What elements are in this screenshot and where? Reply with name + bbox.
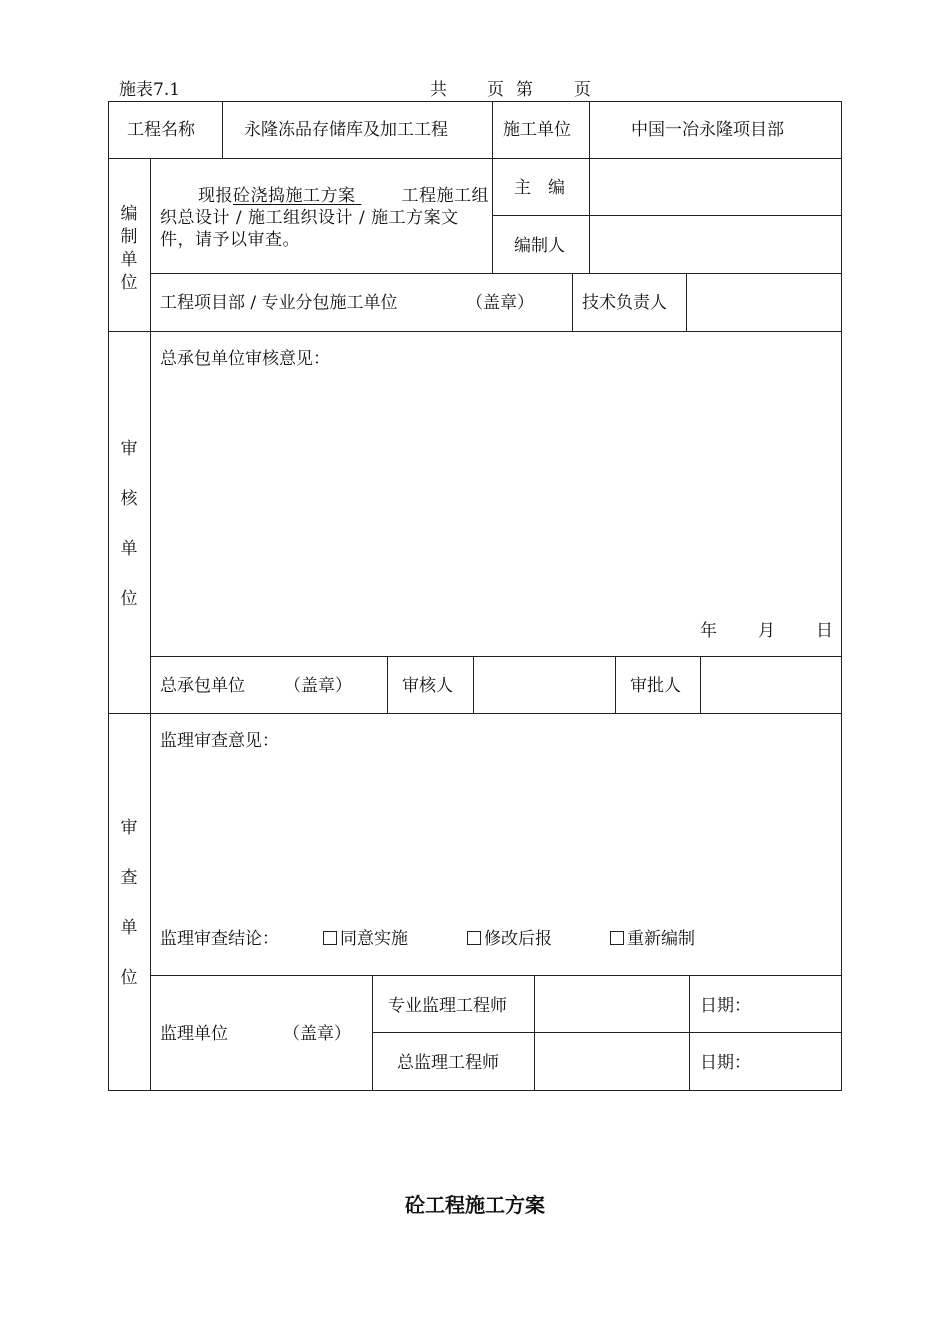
tech-lead-label: 技术负责人	[582, 293, 667, 313]
checkbox-icon	[610, 931, 624, 945]
project-dept-label: 工程项目部 / 专业分包施工单位	[160, 293, 398, 313]
construction-unit-label: 施工单位	[503, 120, 571, 140]
inspect-unit-side-label: 审 查 单 位	[120, 818, 138, 988]
submission-statement: 现报砼浇捣施工方案 工程施工组织总设计 / 施工组织设计 / 施工方案文件，请予以审查。	[160, 186, 489, 250]
option-recompile[interactable]: 重新编制	[610, 929, 695, 949]
specialist-date-label: 日期：	[700, 996, 751, 1016]
chief-editor-label: 主 编	[514, 178, 565, 198]
nth-label: 第	[516, 80, 533, 100]
compiler-field[interactable]	[590, 216, 841, 273]
compile-seal-label: （盖章）	[466, 293, 534, 313]
specialist-engineer-field[interactable]	[535, 976, 689, 1032]
review-day-label: 日	[816, 621, 833, 641]
review-month-label: 月	[758, 621, 775, 641]
total-label: 共	[430, 80, 447, 100]
plan-name: 砼浇捣施工方案	[233, 186, 356, 206]
approver-field[interactable]	[701, 657, 841, 713]
document-title: 砼工程施工方案	[405, 1193, 545, 1217]
review-seal-label: （盖章）	[284, 676, 352, 696]
checkbox-icon	[323, 931, 337, 945]
construction-unit-value: 中国一冶永隆项目部	[631, 120, 784, 140]
chief-date-label: 日期：	[700, 1053, 751, 1073]
form-number: 施表7.1	[119, 80, 181, 100]
checkbox-icon	[467, 931, 481, 945]
approver-label: 审批人	[630, 676, 681, 696]
gc-review-opinion-field[interactable]	[151, 372, 841, 612]
reviewer-label: 审核人	[402, 676, 453, 696]
tech-lead-field[interactable]	[687, 274, 841, 331]
supervision-opinion-label: 监理审查意见：	[160, 731, 279, 751]
option-approve[interactable]: 同意实施	[323, 929, 408, 949]
supervision-opinion-field[interactable]	[151, 755, 841, 915]
project-name-label: 工程名称	[127, 120, 195, 140]
inspect-seal-label: （盖章）	[283, 1024, 351, 1044]
gc-review-opinion-label: 总承包单位审核意见：	[160, 349, 330, 369]
project-name-value: 永隆冻品存储库及加工工程	[244, 120, 448, 140]
option-revise-resubmit[interactable]: 修改后报	[467, 929, 552, 949]
review-year-label: 年	[700, 621, 717, 641]
chief-engineer-label: 总监理工程师	[397, 1053, 499, 1073]
review-unit-side-label: 审 核 单 位	[120, 439, 138, 609]
reviewer-field[interactable]	[474, 657, 615, 713]
compile-unit-side-label: 编 制 单 位	[120, 204, 138, 293]
gc-unit-label: 总承包单位	[160, 676, 245, 696]
compiler-label: 编制人	[514, 236, 565, 256]
supervision-conclusion-label: 监理审查结论：	[160, 929, 279, 949]
supervision-unit-label: 监理单位	[160, 1024, 228, 1044]
page-label: 页	[487, 80, 504, 100]
specialist-engineer-label: 专业监理工程师	[388, 996, 507, 1016]
chief-editor-field[interactable]	[590, 159, 841, 215]
page-label-2: 页	[574, 80, 591, 100]
chief-engineer-field[interactable]	[535, 1033, 689, 1090]
